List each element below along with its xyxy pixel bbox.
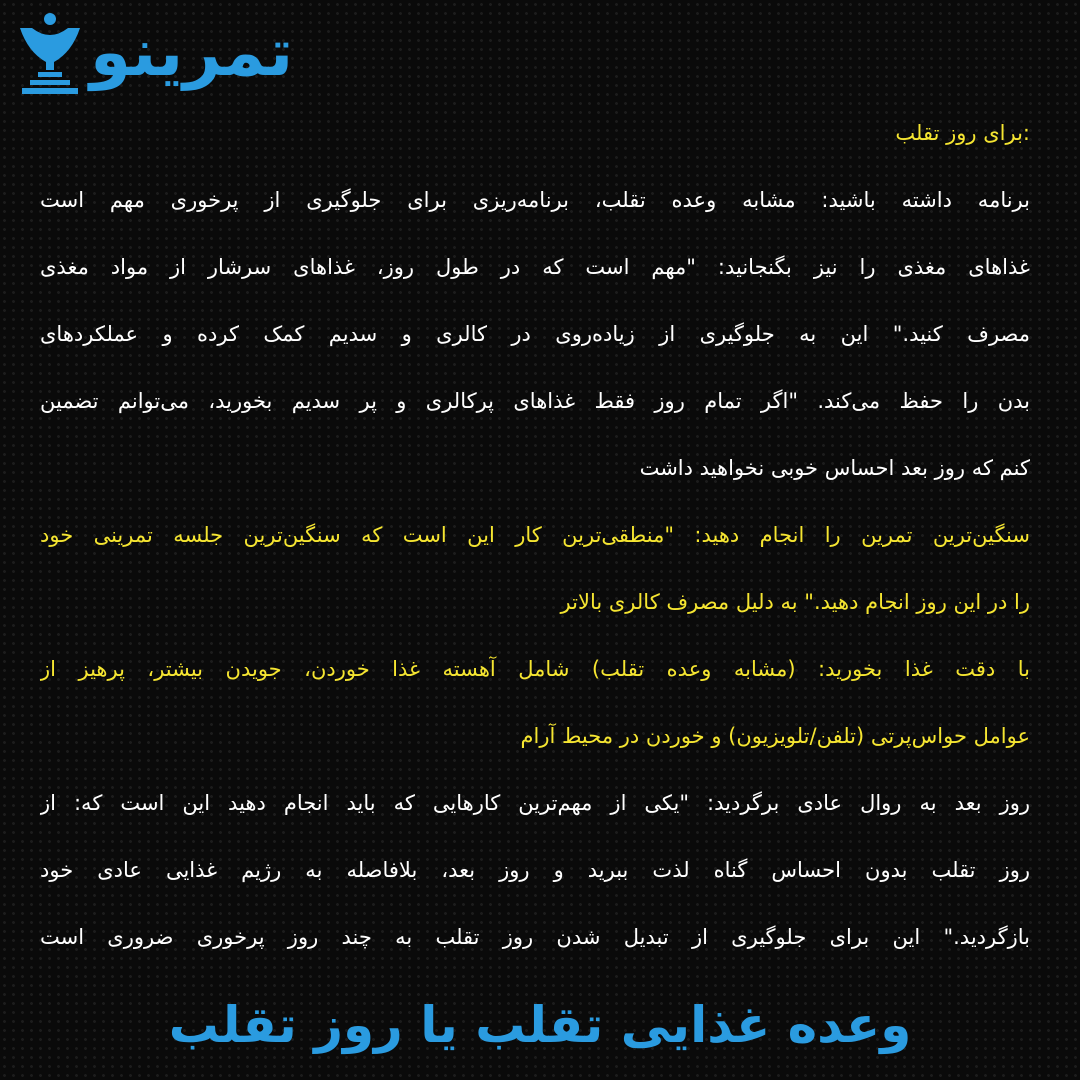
paragraph-line: برنامه داشته باشید: مشابه وعده تقلب، برنامه‌ریزی برای جلوگیری از پرخوری مهم است — [40, 188, 1030, 212]
footer-title: وعده غذایی تقلب یا روز تقلب — [168, 996, 912, 1054]
article-body — [40, 100, 1030, 971]
trophy-icon — [14, 10, 86, 96]
paragraph-line: مصرف کنید." این به جلوگیری از زیاده‌روی در کالری و سدیم کمک کرده و عملکردهای — [40, 322, 1030, 346]
paragraph-line: بازگردید." این برای جلوگیری از تبدیل شدن روز تقلب به چند روز پرخوری ضروری است — [40, 925, 1030, 949]
brand-logo — [14, 10, 293, 96]
brand-name: تمرینو — [90, 14, 294, 91]
highlight-line: سنگین‌ترین تمرین را انجام دهید: "منطقی‌ترین کار این است که سنگین‌ترین جلسه تمرینی خود — [40, 523, 1030, 547]
paragraph-line: بدن را حفظ می‌کند. "اگر تمام روز فقط غذاهای پرکالری و پر سدیم بخورید، می‌توانم تضمین — [40, 389, 1030, 413]
highlight-line: با دقت غذا بخورید: (مشابه وعده تقلب) شامل آهسته غذا خوردن، جویدن بیشتر، پرهیز از — [40, 657, 1030, 681]
paragraph-line: روز بعد به روال عادی برگردید: "یکی از مهم‌ترین کارهایی که باید انجام دهید این است که: از — [40, 791, 1030, 815]
section-heading: :برای روز تقلب — [895, 121, 1030, 145]
paragraph-line: روز تقلب بدون احساس گناه لذت ببرید و روز بعد، بلافاصله به رژیم غذایی عادی خود — [40, 858, 1030, 882]
highlight-line: را در این روز انجام دهید." به دلیل مصرف کالری بالاتر — [560, 590, 1030, 614]
highlight-line: عوامل حواس‌پرتی (تلفن/تلویزیون) و خوردن در محیط آرام — [520, 724, 1030, 748]
paragraph-line: غذاهای مغذی را نیز بگنجانید: "مهم است که در طول روز، غذاهای سرشار از مواد مغذی — [40, 255, 1030, 279]
paragraph-line: کنم که روز بعد احساس خوبی نخواهید داشت — [639, 456, 1030, 480]
